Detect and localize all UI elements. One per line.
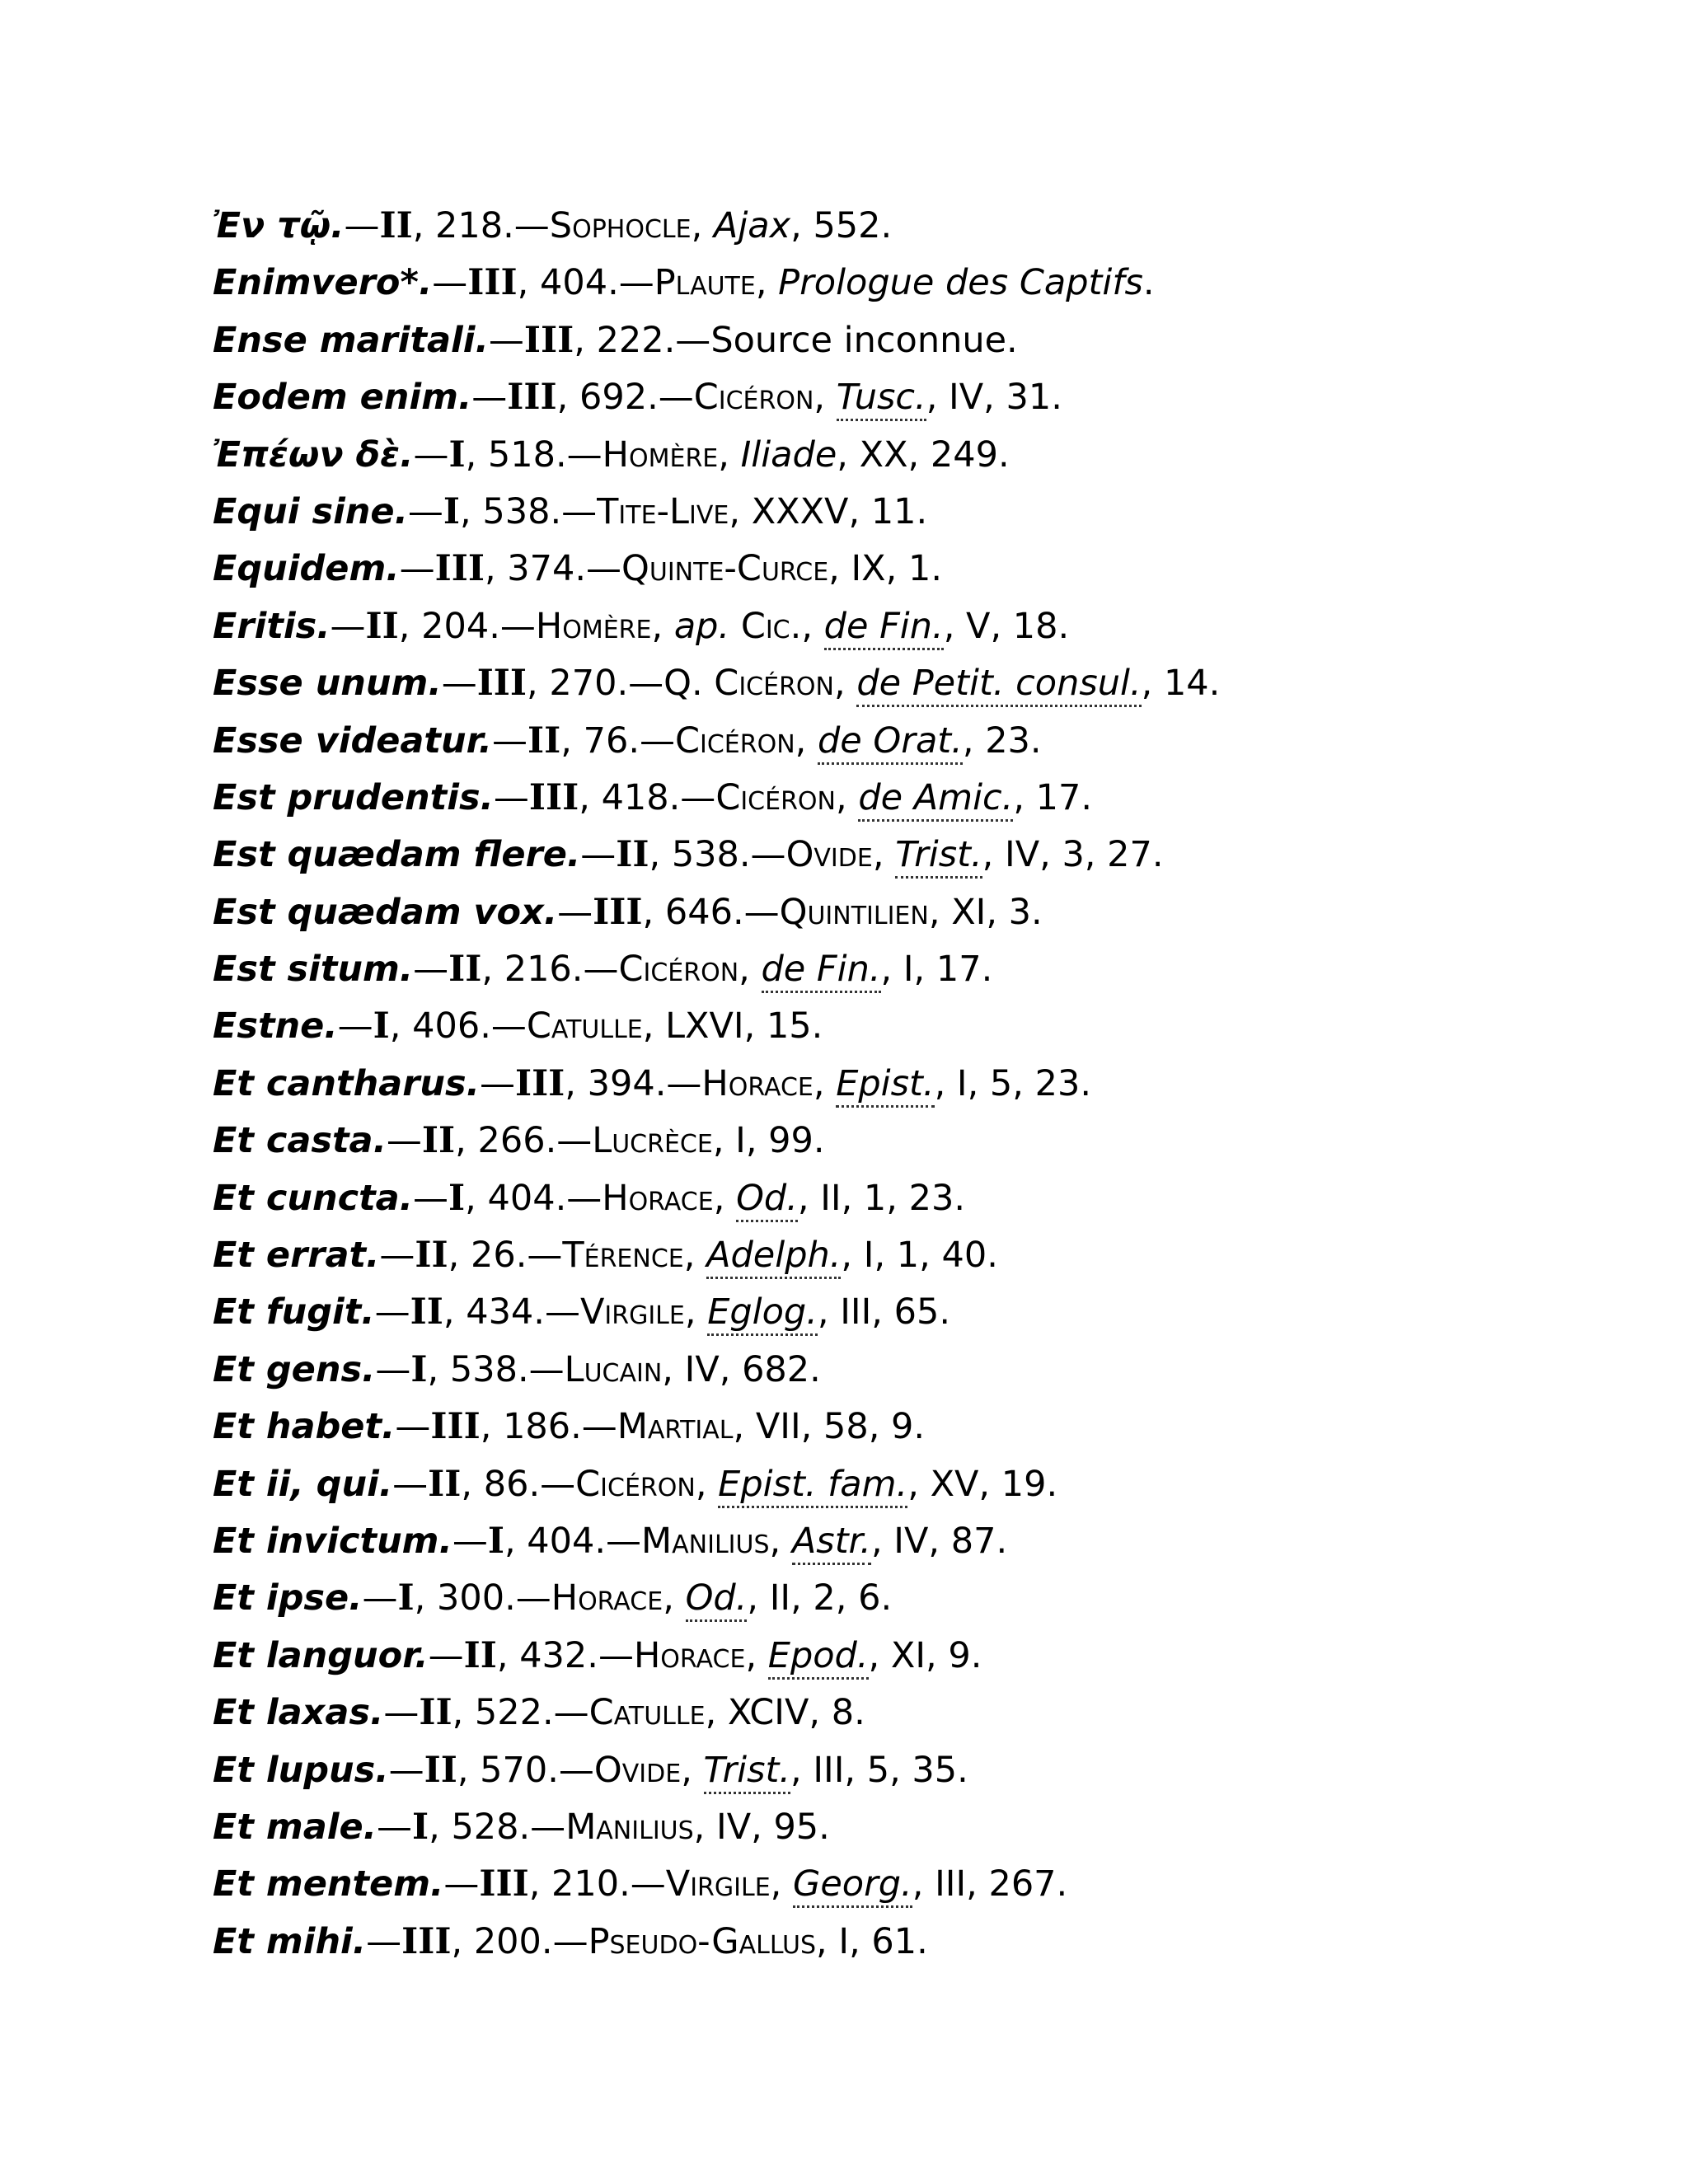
entry-author: Plaute [654,262,756,304]
entry-page: 86 [483,1463,529,1505]
index-entry: Et casta.—II, 266.—Lucrèce, I, 99. [213,1120,825,1162]
index-entry: Esse unum.—III, 270.—Q. Cicéron, de Petit. consul., 14. [213,655,1614,712]
entry-work: Od. [686,1577,748,1622]
entry-reference: I, 61 [838,1920,917,1962]
index-entry: Equidem.—III, 374.—Quinte-Curce, IX, 1. [213,548,943,590]
entry-author: Cicéron [618,949,739,991]
entry-work: de Fin. [762,949,881,993]
index-entry: Est quædam vox.—III, 646.—Quintilien, XI, 3. [213,891,1043,933]
entry-author: Lucain [564,1348,663,1390]
entry-author: Manilius [641,1520,770,1562]
entry-author: Manilius [565,1806,694,1848]
entry-reference: VII, 58, 9 [755,1406,914,1448]
entry-page: 406 [412,1005,481,1047]
index-entry: Et fugit.—II, 434.—Virgile, Eglog., III, 65. [213,1284,1614,1341]
entry-incipit: Ense maritali. [213,319,489,361]
entry-work: Adelph. [706,1235,841,1279]
index-entry: Et languor.—II, 432.—Horace, Epod., XI, 9. [213,1628,1614,1685]
entry-incipit: Est prudentis. [213,776,494,818]
entry-reference: XI, 3 [951,891,1032,933]
entry-incipit: Et lupus. [213,1749,389,1791]
entry-author: Horace [633,1634,746,1676]
index-entry: Equi sine.—I, 538.—Tite-Live, XXXV, 11. [213,490,928,532]
entry-volume: I [487,1520,504,1562]
index-entry: Ἐπέων δὲ.—I, 518.—Homère, Iliade, XX, 249. [213,434,1010,476]
entry-incipit: Et cuncta. [213,1177,414,1219]
entry-work: Trist. [704,1750,790,1794]
index-entry: Et male.—I, 528.—Manilius, IV, 95. [213,1806,830,1848]
index-entry: Et laxas.—II, 522.—Catulle, XCIV, 8. [213,1692,865,1734]
entry-reference: III, 5, 35 [813,1749,958,1791]
entry-page: 404 [539,262,608,304]
entry-incipit: Et laxas. [213,1692,384,1734]
entry-page: 518 [487,434,556,476]
entry-page: 186 [503,1406,571,1448]
entry-author: Quinte-Curce [621,548,829,590]
entry-volume: I [443,490,461,532]
entry-incipit: Et male. [213,1806,377,1848]
entry-incipit: Et ii, qui. [213,1463,393,1505]
entry-reference: 23 [985,719,1030,762]
entry-volume: II [410,1291,443,1333]
entry-reference: LXVI, 15 [665,1005,812,1047]
entry-volume: II [428,1463,462,1505]
entry-reference: XX, 249 [859,434,998,476]
entry-author: Horace [602,1177,714,1219]
entry-author: Pseudo-Gallus [588,1920,817,1962]
entry-work: de Orat. [818,720,963,765]
entry-work: Epist. [836,1063,934,1108]
entry-reference: 17 [1035,776,1081,818]
entry-work: Epist. fam. [718,1464,907,1508]
entry-page: 538 [671,834,739,876]
index-entry: Et mihi.—III, 200.—Pseudo-Gallus, I, 61. [213,1920,928,1962]
entry-volume: I [397,1577,415,1619]
entry-reference: V, 18 [966,605,1058,647]
entry-author: Ovide [785,834,873,876]
entry-incipit: Est quædam flere. [213,834,581,876]
entry-reference: 552 [813,205,881,246]
entry-incipit: Est quædam vox. [213,891,558,933]
entry-volume: III [467,262,518,304]
entry-author: Sophocle [549,205,692,246]
entry-reference: IV, 3, 27 [1005,834,1152,876]
entry-author: Cicéron [674,719,795,762]
entry-work: Prologue des Captifs [778,262,1143,304]
entry-volume: III [479,1863,529,1905]
entry-page: 522 [474,1692,542,1734]
index-entry: Et invictum.—I, 404.—Manilius, Astr., IV, 87. [213,1513,1614,1570]
entry-page: 374 [507,548,575,590]
entry-work: de Fin. [824,606,944,650]
entry-volume: III [476,663,528,705]
entry-volume: I [448,434,466,476]
entry-work: de Amic. [858,777,1013,822]
entry-reference: III, 65 [840,1291,940,1333]
entry-page: 528 [451,1806,519,1848]
entry-volume: III [430,1406,481,1448]
entry-author: Horace [551,1577,663,1619]
entry-reference: III, 267 [935,1863,1057,1905]
index-entry: Et ii, qui.—II, 86.—Cicéron, Epist. fam., XV, 19. [213,1456,1614,1513]
entry-work: Ajax [713,205,791,246]
entry-work: Eglog. [707,1291,818,1336]
entry-page: 266 [477,1120,546,1162]
entry-incipit: Ἐν τῷ. [213,205,345,246]
index-entry: Enimvero*.—III, 404.—Plaute, Prologue des Captifs. [213,262,1155,304]
entry-page: 204 [421,605,490,647]
entry-reference: IV, 31 [949,377,1052,419]
entry-volume: I [448,1177,466,1219]
index-entry: Et mentem.—III, 210.—Virgile, Georg., III, 267. [213,1856,1614,1913]
entry-reference: IX, 1 [851,548,931,590]
entry-reference: II, 2, 6 [769,1577,881,1619]
entry-reference: I, 17 [903,949,982,991]
entry-incipit: Enimvero*. [213,262,433,304]
index-entry: Et errat.—II, 26.—Térence, Adelph., I, 1, 40. [213,1227,1614,1284]
entry-author: Martial [617,1406,734,1448]
entry-reference: I, 1, 40 [863,1235,987,1277]
entry-incipit: Esse unum. [213,663,442,705]
entry-author: Virgile [579,1291,685,1333]
entry-page: 404 [487,1177,556,1219]
entry-page: 570 [480,1749,548,1791]
entry-incipit: Et invictum. [213,1520,452,1562]
entry-volume: II [419,1692,452,1734]
entry-reference: I, 5, 23 [956,1062,1081,1104]
entry-volume: II [415,1235,448,1277]
entry-incipit: Eodem enim. [213,377,472,419]
index-entry: Ense maritali.—III, 222.—Source inconnue. [213,319,1018,361]
entry-author: Lucrèce [592,1120,713,1162]
entry-incipit: Equi sine. [213,490,408,532]
entry-volume: II [421,1120,456,1162]
entry-volume: II [463,1634,497,1676]
entry-author: Homère [602,434,719,476]
entry-page: 418 [601,776,669,818]
entry-page: 404 [527,1520,595,1562]
entry-author: Catulle [526,1005,643,1047]
index-entry: Esse videatur.—II, 76.—Cicéron, de Orat., 23. [213,713,1614,770]
entry-incipit: Et mentem. [213,1863,444,1905]
entry-work: Iliade [740,434,837,476]
entry-reference: XCIV, 8 [727,1692,855,1734]
entry-page: 270 [549,663,617,705]
entry-reference: II, 1, 23 [820,1177,954,1219]
entry-volume: I [410,1348,428,1390]
entry-author: Cicéron [715,776,836,818]
entry-incipit: Ἐπέων δὲ. [213,434,414,476]
entry-page: 434 [466,1291,534,1333]
entry-page: 222 [596,319,664,361]
entry-volume: III [507,377,557,419]
entry-page: 200 [473,1920,542,1962]
entry-work: Epod. [768,1635,869,1680]
entry-author: Térence [562,1235,684,1277]
entry-incipit: Eritis. [213,605,331,647]
entry-page: 300 [436,1577,505,1619]
index-entry: Estne.—I, 406.—Catulle, LXVI, 15. [213,1005,823,1047]
index-entry: Et ipse.—I, 300.—Horace, Od., II, 2, 6. [213,1570,1614,1627]
entry-author: Cicéron [693,377,814,419]
index-entry: Ἐν τῷ.—II, 218.—Sophocle, Ajax, 552. [213,205,893,246]
entry-incipit: Esse videatur. [213,719,493,762]
entry-incipit: Et ipse. [213,1577,363,1619]
entry-reference: XI, 9 [890,1634,971,1676]
entry-work: Astr. [792,1521,871,1565]
entry-work: de Petit. consul. [856,663,1141,707]
entry-incipit: Estne. [213,1005,338,1047]
entry-author: Ovide [593,1749,682,1791]
entry-volume: III [528,776,579,818]
index-entry: Est quædam flere.—II, 538.—Ovide, Trist., IV, 3, 27. [213,827,1614,883]
entry-incipit: Et fugit. [213,1291,375,1333]
entry-page: 538 [482,490,551,532]
index-entry: Et cantharus.—III, 394.—Horace, Epist., I, 5, 23. [213,1056,1614,1113]
entry-incipit: Et gens. [213,1348,376,1390]
entry-incipit: Et mihi. [213,1920,367,1962]
entry-reference: IV, 682 [684,1348,810,1390]
index-entry: Eritis.—II, 204.—Homère, ap. Cic., de Fin., V, 18. [213,598,1614,655]
entry-page: 432 [519,1634,588,1676]
entry-work: Tusc. [837,377,926,421]
entry-reference: XXXV, 11 [751,490,917,532]
entry-ap: ap. [673,605,730,647]
entry-author-secondary: Cic. [740,605,802,647]
entry-author: Virgile [665,1863,771,1905]
entry-page: 646 [664,891,733,933]
entry-work: Source inconnue [710,319,1007,361]
entry-author: Tite-Live [597,490,729,532]
entry-reference: 14 [1163,663,1209,705]
entry-reference: I, 99 [735,1120,814,1162]
entry-incipit: Et habet. [213,1406,396,1448]
entry-volume: III [593,891,643,933]
entry-work: Od. [736,1178,798,1222]
entry-author: Quintilien [779,891,929,933]
entry-volume: II [448,949,482,991]
entry-volume: I [411,1806,429,1848]
entry-incipit: Equidem. [213,548,400,590]
entry-incipit: Et cantharus. [213,1062,480,1104]
entry-volume: II [616,834,649,876]
entry-page: 394 [587,1062,655,1104]
entry-page: 692 [579,377,648,419]
entry-incipit: Et errat. [213,1235,380,1277]
entry-author: Homère [535,605,652,647]
entry-volume: III [434,548,485,590]
index-entry: Et gens.—I, 538.—Lucain, IV, 682. [213,1348,821,1390]
entry-volume: III [514,1062,565,1104]
index-entry: Et habet.—III, 186.—Martial, VII, 58, 9. [213,1406,926,1448]
entry-page: 210 [551,1863,620,1905]
index-entry: Et cuncta.—I, 404.—Horace, Od., II, 1, 23. [213,1170,1614,1227]
entry-volume: I [373,1005,390,1047]
entry-page: 216 [504,949,572,991]
entry-incipit: Et languor. [213,1634,429,1676]
entry-incipit: Est situm. [213,949,414,991]
entry-author: Catulle [588,1692,706,1734]
entry-page: 218 [435,205,504,246]
entry-incipit: Et casta. [213,1120,387,1162]
entry-reference: IV, 87 [893,1520,996,1562]
entry-author: Cicéron [575,1463,696,1505]
entry-page: 538 [449,1348,518,1390]
entry-volume: II [528,719,561,762]
index-entry: Eodem enim.—III, 692.—Cicéron, Tusc., IV, 31. [213,369,1614,426]
entry-author: Q. Cicéron [663,663,834,705]
entry-work: Trist. [895,834,982,879]
entry-work: Georg. [793,1863,912,1908]
citation-index-list [213,198,1614,1971]
entry-author: Horace [701,1062,814,1104]
entry-volume: II [424,1749,457,1791]
index-entry: Et lupus.—II, 570.—Ovide, Trist., III, 5, 35. [213,1742,1614,1799]
entry-page: 26 [470,1235,516,1277]
entry-page: 76 [583,719,629,762]
entry-volume: II [365,605,399,647]
entry-volume: II [379,205,413,246]
entry-reference: IV, 95 [716,1806,819,1848]
index-entry: Est prudentis.—III, 418.—Cicéron, de Amic., 17. [213,770,1614,827]
entry-volume: III [523,319,574,361]
entry-volume: III [401,1920,452,1962]
index-entry: Est situm.—II, 216.—Cicéron, de Fin., I, 17. [213,941,1614,998]
entry-reference: XV, 19 [930,1463,1047,1505]
